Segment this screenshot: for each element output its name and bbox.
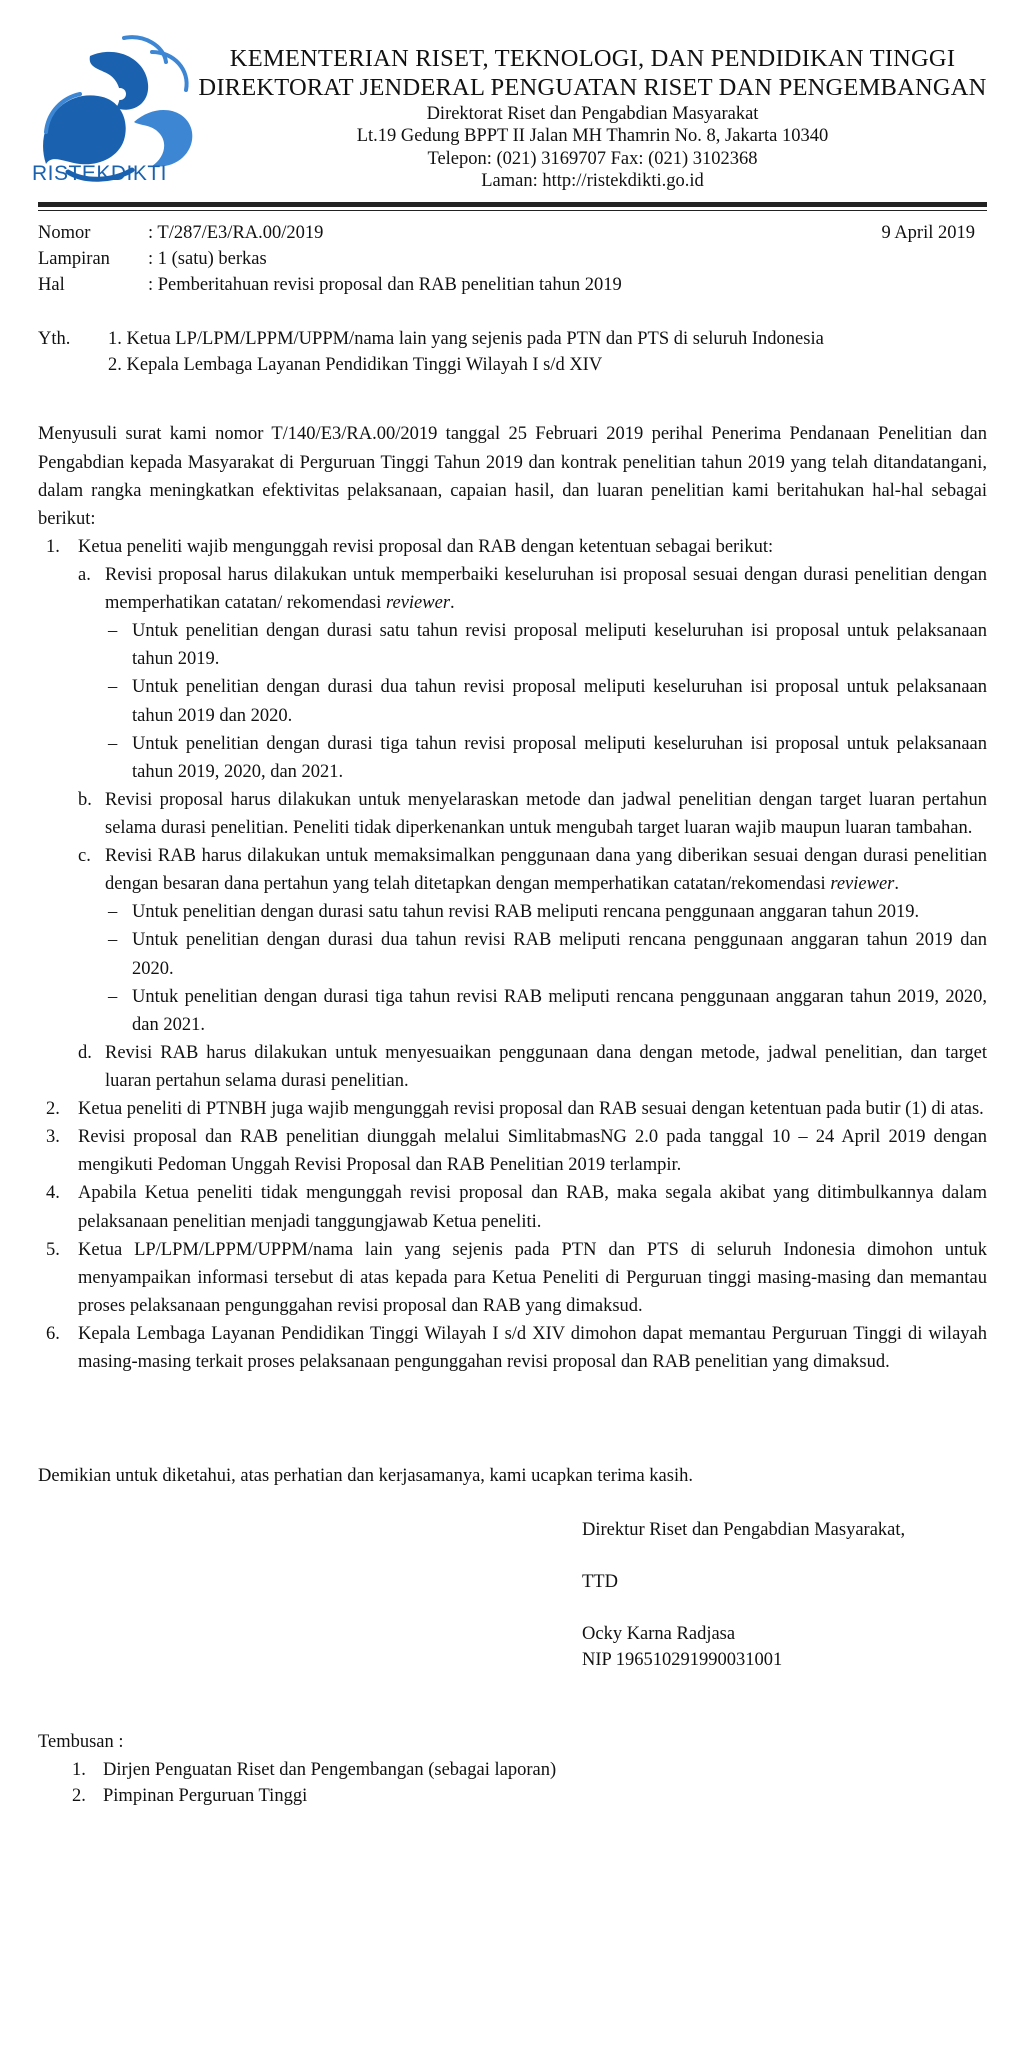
main-list — [38, 533, 987, 1095]
hal-value: : Pemberitahuan revisi proposal dan RAB penelitian tahun 2019 — [148, 274, 622, 295]
tembusan-number: 1. — [72, 1759, 86, 1780]
letterhead — [32, 14, 987, 196]
reviewer-term: reviewer — [385, 593, 451, 614]
tembusan-label: Tembusan : — [38, 1731, 124, 1752]
sub-marker: a. — [78, 565, 91, 585]
recipient-item: 2. Kepala Lembaga Layanan Pendidikan Tinggi Wilayah I s/d XIV — [108, 354, 603, 375]
sub-item-text: Revisi proposal harus dilakukan untuk memperbaiki keseluruhan isi proposal sesuai dengan durasi penelitian dengan memperhatikan catatan/ rekomendasi — [105, 565, 987, 614]
dash-item-text: Untuk penelitian dengan durasi tiga tahun revisi RAB meliputi rencana penggunaan anggaran tahun 2019, 2020, dan 2021. — [132, 986, 987, 1035]
dash-item-text: Untuk penelitian dengan durasi tiga tahun revisi proposal meliputi keseluruhan isi proposal untuk pelaksanaan tahun 2019, 2020, dan 2021. — [132, 733, 987, 782]
nomor-label: Nomor — [38, 223, 91, 243]
list-item — [38, 1320, 987, 1376]
sub-item-b — [78, 786, 987, 842]
dash-item — [105, 983, 987, 1039]
item-number: 4. — [46, 1183, 60, 1204]
header-rule-thin — [38, 210, 987, 211]
address: Lt.19 Gedung BPPT II Jalan MH Thamrin No. 8, Jakarta 10340 — [356, 126, 829, 147]
nomor-row — [38, 221, 987, 247]
item-number: 1. — [46, 536, 60, 557]
phone-fax: Telepon: (021) 3169707 Fax: (021) 3102368 — [427, 148, 758, 169]
list-item — [38, 1095, 987, 1123]
item-text: Revisi proposal dan RAB penelitian diunggah melalui SimlitabmasNG 2.0 pada tanggal 10 – 24 April 2019 dengan mengikuti Pedoman Unggah Revisi Proposal dan RAB Penelitian 2019 terlampir. — [78, 1127, 987, 1176]
tembusan-item — [38, 1758, 987, 1784]
item-text: Ketua LP/LPM/LPPM/UPPM/nama lain yang sejenis pada PTN dan PTS di seluruh Indonesia dimohon untuk menyampaikan informasi tersebut di atas kepada para Ketua Peneliti di Perguruan tinggi masing-masing dan memantau proses pelaksanaan pengunggahan revisi proposal dan RAB yang dimaksud. — [78, 1239, 987, 1316]
dash-item — [105, 673, 987, 729]
tembusan-text: Dirjen Penguatan Riset dan Pengembangan (sebagai laporan) — [103, 1759, 557, 1780]
organization-block — [198, 44, 987, 193]
sub-item-text: Revisi proposal harus dilakukan untuk menyelaraskan metode dan jadwal penelitian dengan target luaran pertahun selama durasi penelitian. Peneliti tidak diperkenankan untuk mengubah target luaran wajib maupun luaran tambahan. — [105, 789, 987, 838]
directorate-general-name: DIREKTORAT JENDERAL PENGUATAN RISET DAN PENGEMBANGAN — [198, 74, 987, 102]
reviewer-term: reviewer — [830, 874, 895, 895]
item-number: 3. — [46, 1127, 60, 1148]
dash-item — [105, 898, 987, 926]
hal-row — [38, 273, 987, 299]
hal-label: Hal — [38, 274, 65, 295]
tembusan-section — [38, 1730, 987, 1810]
closing-paragraph: Demikian untuk diketahui, atas perhatian dan kerjasamanya, kami ucapkan terima kasih. — [38, 1466, 693, 1487]
dash-item — [105, 730, 987, 786]
letter-date: 9 April 2019 — [881, 223, 975, 243]
sub-item-a — [78, 561, 987, 786]
recipients-label: Yth. — [38, 328, 71, 349]
dash-list — [105, 617, 987, 786]
list-item — [38, 1179, 987, 1235]
list-item — [38, 1236, 987, 1320]
list-item — [38, 533, 987, 1095]
item-text: Kepala Lembaga Layanan Pendidikan Tinggi Wilayah I s/d XIV dimohon dapat memantau Perguruan Tinggi di wilayah masing-masing terkait proses pelaksanaan pengunggahan revisi proposal dan RAB penelitian yang dimaksud. — [78, 1323, 987, 1373]
sub-marker: b. — [78, 789, 92, 810]
dash-marker: – — [108, 930, 118, 951]
sub-item-text: Revisi RAB harus dilakukan untuk memaksimalkan penggunaan dana yang diberikan sesuai dengan durasi penelitian dengan besaran dana pertahun yang telah ditetapkan dengan memperhatikan catatan/rekomendasi — [105, 846, 987, 895]
dash-list — [105, 898, 987, 1039]
tembusan-number: 2. — [72, 1785, 86, 1806]
dash-marker: – — [108, 986, 118, 1007]
lampiran-label: Lampiran — [38, 248, 110, 269]
recipients — [38, 327, 987, 379]
letter-meta — [38, 221, 987, 299]
item-text: Ketua peneliti di PTNBH juga wajib mengunggah revisi proposal dan RAB sesuai dengan ketentuan pada butir (1) di atas. — [78, 1099, 984, 1120]
directorate-name: Direktorat Riset dan Pengabdian Masyarakat — [426, 103, 759, 124]
dash-item — [105, 926, 987, 982]
item-number: 2. — [46, 1099, 60, 1120]
dash-item-text: Untuk penelitian dengan durasi satu tahun revisi RAB meliputi rencana penggunaan anggaran tahun 2019. — [132, 902, 920, 923]
sub-marker: d. — [78, 1042, 92, 1063]
dash-item — [105, 617, 987, 673]
dash-marker: – — [108, 677, 118, 698]
recipients-list — [108, 327, 824, 379]
item-text: Ketua peneliti wajib mengunggah revisi proposal dan RAB dengan ketentuan sebagai berikut: — [78, 536, 774, 557]
dash-marker: – — [108, 733, 118, 754]
ministry-name: KEMENTERIAN RISET, TEKNOLOGI, DAN PENDIDIKAN TINGGI — [229, 45, 956, 72]
dash-item-text: Untuk penelitian dengan durasi satu tahun revisi proposal meliputi keseluruhan isi proposal untuk pelaksanaan tahun 2019. — [132, 621, 987, 670]
item-number: 6. — [46, 1323, 60, 1344]
tembusan-list — [38, 1758, 987, 1810]
item-number: 5. — [46, 1239, 60, 1260]
sub-item-text: Revisi RAB harus dilakukan untuk menyesuaikan penggunaan dana dengan metode, jadwal penelitian, dan target luaran pertahun selama durasi penelitian. — [105, 1042, 987, 1091]
tembusan-item — [38, 1784, 987, 1810]
sub-item-end: . — [894, 874, 899, 895]
tembusan-text: Pimpinan Perguruan Tinggi — [103, 1785, 308, 1806]
lampiran-value: : 1 (satu) berkas — [148, 248, 267, 269]
dash-marker: – — [108, 621, 118, 642]
lampiran-row — [38, 247, 987, 273]
sub-item-end: . — [450, 593, 455, 614]
signatory-name: Ocky Karna Radjasa — [582, 1624, 736, 1645]
dash-marker: – — [108, 902, 118, 923]
sub-item-d — [78, 1039, 987, 1095]
sub-list — [78, 561, 987, 1095]
recipient-item: 1. Ketua LP/LPM/LPPM/UPPM/nama lain yang sejenis pada PTN dan PTS di seluruh Indonesia — [108, 328, 824, 349]
item-text: Apabila Ketua peneliti tidak mengunggah revisi proposal dan RAB, maka segala akibat yang ditimbulkannya dalam pelaksanaan penelitian menjadi tanggungjawab Ketua peneliti. — [78, 1183, 987, 1232]
dash-item-text: Untuk penelitian dengan durasi dua tahun revisi RAB meliputi rencana penggunaan anggaran tahun 2019 dan 2020. — [132, 930, 987, 979]
sub-marker: c. — [78, 846, 91, 867]
dash-item-text: Untuk penelitian dengan durasi dua tahun revisi proposal meliputi keseluruhan isi proposal untuk pelaksanaan tahun 2019 dan 2020. — [132, 677, 987, 726]
signature-ttd: TTD — [582, 1572, 618, 1593]
signatory-nip: NIP 196510291990031001 — [582, 1649, 783, 1670]
logo-text: RISTEKDIKTI — [32, 162, 168, 185]
sub-item-c — [78, 842, 987, 1039]
nomor-value: : T/287/E3/RA.00/2019 — [148, 223, 324, 243]
main-list-continued — [38, 1095, 987, 1376]
signature-block — [582, 1518, 987, 1674]
signatory-title: Direktur Riset dan Pengabdian Masyarakat, — [582, 1520, 906, 1541]
website: Laman: http://ristekdikti.go.id — [481, 171, 704, 192]
list-item — [38, 1123, 987, 1179]
intro-paragraph: Menyusuli surat kami nomor T/140/E3/RA.00/2019 tanggal 25 Februari 2019 perihal Penerima Pendanaan Penelitian dan Pengabdian kepada Masyarakat di Perguruan Tinggi Tahun 2019 dan kontrak penelitian tahun 2019 yang telah ditandatangani, dalam rangka meningkatkan efektivitas pelaksanaan, capaian hasil, dan luaran penelitian kami beritahukan hal-hal sebagai berikut: — [38, 424, 987, 529]
